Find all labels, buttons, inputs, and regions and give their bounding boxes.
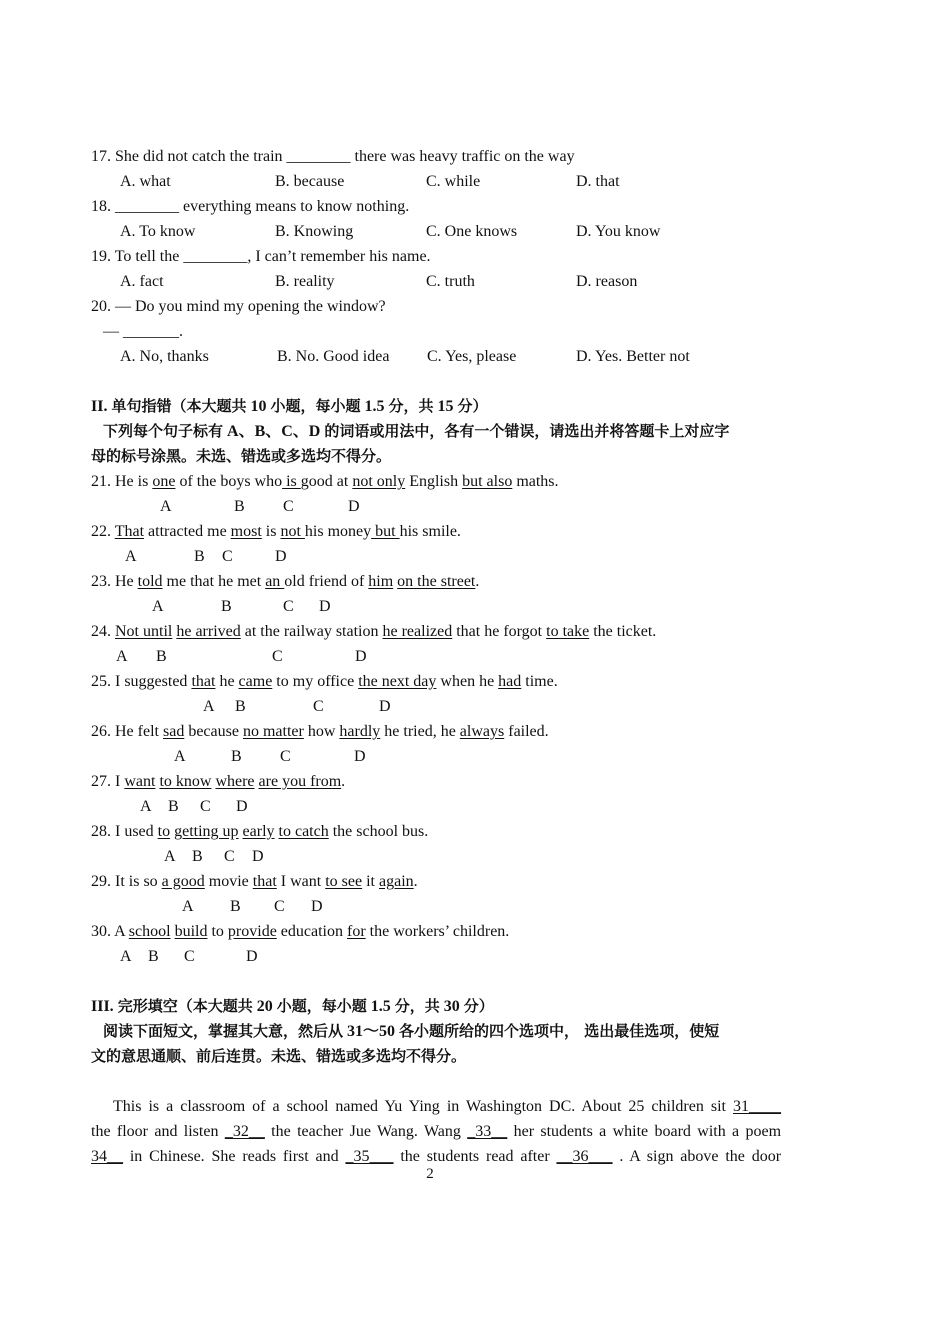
blank-34: 34__ <box>91 1148 123 1165</box>
marker-b: B <box>168 798 179 815</box>
option-c: C. Yes, please <box>427 348 517 365</box>
options-row <box>91 269 781 294</box>
error-question-23: 23. He told me that he met an old friend of him on the street. <box>91 573 480 590</box>
option-b: B. because <box>275 173 345 190</box>
marker-c: C <box>274 898 285 915</box>
marker-d: D <box>311 898 323 915</box>
passage-line: This is a classroom of a school named Yu Ying in Washington DC. About 25 children sit 31____ <box>113 1098 781 1115</box>
section-gap <box>91 369 781 394</box>
blank-33: _33__ <box>467 1123 508 1140</box>
marker-a: A <box>125 548 137 565</box>
option-d: D. reason <box>576 273 638 290</box>
marker-b: B <box>235 698 246 715</box>
marker-a: A <box>140 798 152 815</box>
error-question-26: 26. He felt sad because no matter how hardly he tried, he always failed. <box>91 723 549 740</box>
error-question-28: 28. I used to getting up early to catch the school bus. <box>91 823 429 840</box>
marker-b: B <box>231 748 242 765</box>
blank-31: 31____ <box>733 1098 781 1115</box>
mc-question-19 <box>91 244 781 294</box>
marker-d: D <box>348 498 360 515</box>
marker-b: B <box>230 898 241 915</box>
error-question-25: 25. I suggested that he came to my office the next day when he had time. <box>91 673 558 690</box>
option-d: D. that <box>576 173 620 190</box>
option-a: A. what <box>120 173 171 190</box>
option-a: A. fact <box>120 273 164 290</box>
section-3-instructions: 阅读下面短文，掌握其大意，然后从 31～50 各小题所给的四个选项中， 选出最佳选项，使短 <box>103 1022 720 1040</box>
marker-c: C <box>272 648 283 665</box>
marker-row <box>91 694 781 719</box>
marker-d: D <box>246 948 258 965</box>
marker-b: B <box>234 498 245 515</box>
marker-d: D <box>319 598 331 615</box>
marker-c: C <box>283 498 294 515</box>
option-d: D. You know <box>576 223 661 240</box>
mc-question-20 <box>91 294 781 369</box>
marker-row <box>91 944 781 969</box>
marker-row <box>91 544 781 569</box>
marker-d: D <box>355 648 367 665</box>
error-question-27: 27. I want to know where are you from. <box>91 773 346 790</box>
marker-c: C <box>283 598 294 615</box>
marker-b: B <box>194 548 205 565</box>
blank-32: _32__ <box>224 1123 265 1140</box>
marker-row <box>91 494 781 519</box>
error-question-30: 30. A school build to provide education for the workers’ children. <box>91 923 510 940</box>
option-a: A. No, thanks <box>120 348 209 365</box>
option-c: C. while <box>426 173 481 190</box>
marker-a: A <box>152 598 164 615</box>
option-b: B. reality <box>275 273 335 290</box>
marker-a: A <box>160 498 172 515</box>
marker-c: C <box>224 848 235 865</box>
option-c: C. truth <box>426 273 475 290</box>
marker-c: C <box>222 548 233 565</box>
cloze-passage <box>91 1094 781 1169</box>
question-stem: 17. She did not catch the train ________ there was heavy traffic on the way <box>91 148 575 165</box>
mc-question-17 <box>91 144 781 194</box>
options-row <box>91 344 781 369</box>
passage-line: 34__ in Chinese. She reads first and _35___ the students read after __36___ . A sign above the door <box>91 1148 782 1165</box>
section-gap <box>91 969 781 994</box>
error-question-22: 22. That attracted me most is not his money but his smile. <box>91 523 461 540</box>
question-stem: 18. ________ everything means to know nothing. <box>91 198 410 215</box>
marker-c: C <box>184 948 195 965</box>
error-question-21: 21. He is one of the boys who is good at not only English but also maths. <box>91 473 559 490</box>
marker-row <box>91 894 781 919</box>
marker-b: B <box>192 848 203 865</box>
marker-d: D <box>354 748 366 765</box>
marker-d: D <box>275 548 287 565</box>
passage-line: the floor and listen _32__ the teacher Jue Wang. Wang _33__ her students a white board with a poem <box>91 1123 782 1140</box>
marker-a: A <box>174 748 186 765</box>
marker-d: D <box>236 798 248 815</box>
marker-c: C <box>280 748 291 765</box>
marker-b: B <box>148 948 159 965</box>
marker-a: A <box>203 698 215 715</box>
marker-d: D <box>252 848 264 865</box>
marker-a: A <box>182 898 194 915</box>
section-2-instructions-cont: 母的标号涂黑。未选、错选或多选均不得分。 <box>91 447 392 465</box>
marker-row <box>91 644 781 669</box>
page-number: 2 <box>426 1166 434 1182</box>
marker-b: B <box>156 648 167 665</box>
option-b: B. No. Good idea <box>277 348 390 365</box>
question-stem: 19. To tell the ________, I can’t remember his name. <box>91 248 431 265</box>
marker-row <box>91 844 781 869</box>
options-row <box>91 219 781 244</box>
marker-d: D <box>379 698 391 715</box>
question-stem: 20. — Do you mind my opening the window? <box>91 298 386 315</box>
marker-c: C <box>313 698 324 715</box>
option-b: B. Knowing <box>275 223 354 240</box>
blank-36: __36___ <box>556 1148 613 1165</box>
mc-question-18 <box>91 194 781 244</box>
options-row <box>91 169 781 194</box>
section-3-title: III. 完形填空（本大题共 20 小题，每小题 1.5 分，共 30 分） <box>91 997 494 1015</box>
error-question-24: 24. Not until he arrived at the railway station he realized that he forgot to take the ticket. <box>91 623 657 640</box>
section-2-instructions: 下列每个句子标有 A、B、C、D 的词语或用法中，各有一个错误，请选出并将答题卡上对应字 <box>103 422 730 440</box>
marker-c: C <box>200 798 211 815</box>
exam-page <box>91 144 781 1169</box>
section-3-instructions-cont: 文的意思通顺、前后连贯。未选、错选或多选均不得分。 <box>91 1047 467 1065</box>
blank-35: _35___ <box>345 1148 394 1165</box>
section-2-title: II. 单句指错（本大题共 10 小题，每小题 1.5 分，共 15 分） <box>91 397 488 415</box>
reply-line: — _______. <box>103 323 183 340</box>
marker-a: A <box>120 948 132 965</box>
marker-a: A <box>116 648 128 665</box>
marker-a: A <box>164 848 176 865</box>
option-c: C. One knows <box>426 223 518 240</box>
marker-row <box>91 594 781 619</box>
marker-row <box>91 744 781 769</box>
error-question-29: 29. It is so a good movie that I want to see it again. <box>91 873 418 890</box>
option-a: A. To know <box>120 223 196 240</box>
marker-row <box>91 794 781 819</box>
option-d: D. Yes. Better not <box>576 348 690 365</box>
section-gap <box>91 1069 781 1094</box>
marker-b: B <box>221 598 232 615</box>
